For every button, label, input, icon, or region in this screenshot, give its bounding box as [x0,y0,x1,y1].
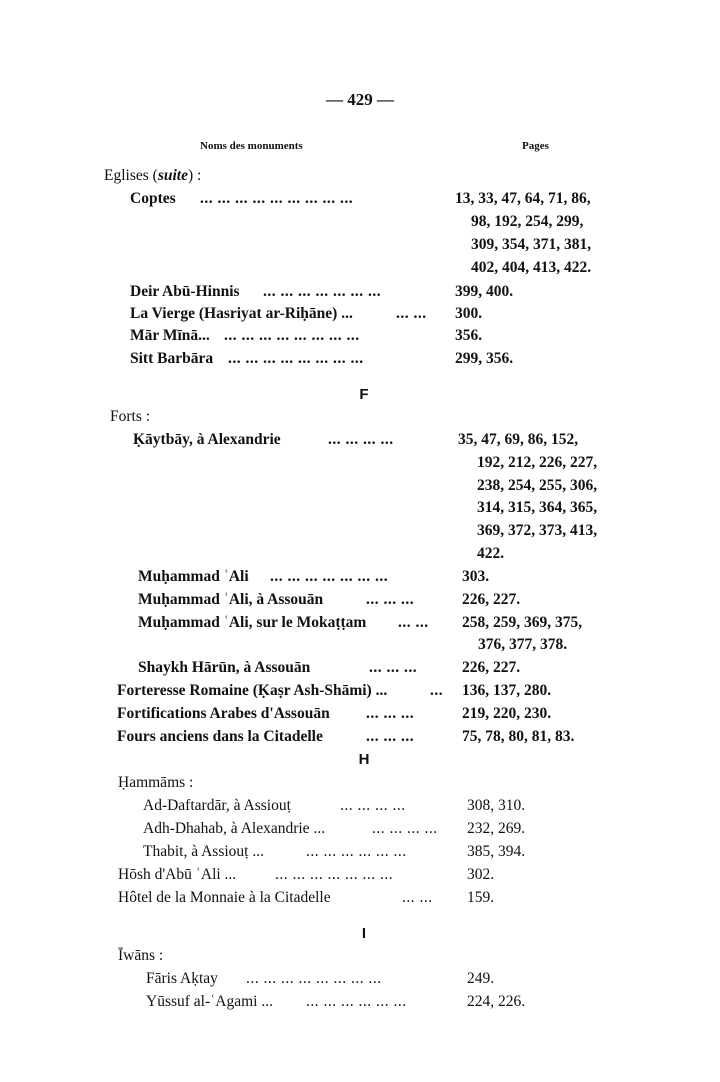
leader-dots: ... ... ... ... ... ... ... ... [224,327,360,344]
leader-dots: ... ... ... ... ... ... ... [275,866,394,883]
index-entry-name: Mār Mīnā... [130,327,210,344]
index-entry-pages: 35, 47, 69, 86, 152, [458,431,579,448]
index-entry-pages: 399, 400. [455,283,514,300]
index-entry-pages: 302. [467,866,495,883]
index-entry-pages-continued: 238, 254, 255, 306, [477,477,598,494]
index-entry-pages: 224, 226. [467,993,526,1010]
index-entry-pages-continued: 369, 372, 373, 413, [477,522,598,539]
leader-dots: ... ... ... ... [372,820,438,837]
index-entry-name: Ad-Daftardār, à Assiouṭ [143,797,291,814]
index-entry-pages: 136, 137, 280. [462,682,552,699]
column-header-pages: Pages [522,140,549,152]
index-entry-pages-continued: 309, 354, 371, 381, [471,236,592,253]
index-entry-pages: 308, 310. [467,797,526,814]
index-entry-pages-continued: 98, 192, 254, 299, [471,213,584,230]
index-entry-name: Ḳāytbāy, à Alexandrie [133,431,281,448]
index-entry-pages: 300. [455,305,483,322]
leader-dots: ... ... ... [366,591,415,608]
index-entry-pages: 13, 33, 47, 64, 71, 86, [455,190,591,207]
index-entry-name: Adh-Dhahab, à Alexandrie ... [143,820,326,837]
index-entry-pages-continued: 314, 315, 364, 365, [477,499,598,516]
leader-dots: ... ... ... ... ... ... ... ... [228,350,364,367]
leader-dots: ... ... ... ... [328,431,394,448]
category-heading: Ḥammāms : [118,774,194,791]
index-entry-pages: 356. [455,327,483,344]
leader-dots: ... ... ... ... ... ... [306,843,407,860]
index-entry-pages: 258, 259, 369, 375, [462,614,583,631]
index-entry-name: Muḥammad ʿAli, sur le Mokaṭṭam [138,614,367,631]
index-entry-pages: 226, 227. [462,591,521,608]
leader-dots: ... ... [396,305,427,322]
leader-dots: ... [430,682,444,699]
index-entry-pages: 232, 269. [467,820,526,837]
index-entry-name: Yūssuf al-ʿAgami ... [146,993,273,1010]
page-number: — 429 — [326,90,394,109]
leader-dots: ... ... [398,614,429,631]
index-entry-name: La Vierge (Hasriyat ar-Riḥāne) ... [130,305,353,322]
section-letter: F [359,386,369,403]
index-entry-pages: 219, 220, 230. [462,705,552,722]
index-entry-name: Fāris Aḳtay [146,970,218,987]
index-entry-name: Shaykh Hārūn, à Assouān [138,659,311,676]
index-entry-name: Coptes [130,190,176,207]
leader-dots: ... ... ... ... [340,797,406,814]
index-entry-pages: 385, 394. [467,843,526,860]
section-letter: H [358,751,370,768]
index-entry-name: Sitt Barbāra [130,350,214,367]
index-entry-pages: 159. [467,889,495,906]
index-entry-name: Hôtel de la Monnaie à la Citadelle [118,889,331,906]
category-heading: Eglises (suite) : [104,167,202,184]
index-entry-pages-continued: 192, 212, 226, 227, [477,454,598,471]
leader-dots: ... ... ... ... ... ... ... [263,283,382,300]
index-entry-name: Fortifications Arabes d'Assouān [117,705,330,722]
index-entry-pages: 249. [467,970,495,987]
index-entry-name: Deir Abū-Hinnis [130,283,240,300]
index-entry-name: Muḥammad ʿAli, à Assouān [138,591,324,608]
column-header-names: Noms des monuments [200,140,303,152]
index-entry-name: Muḥammad ʿAli [138,568,249,585]
index-entry-name: Forteresse Romaine (Ḳaṣr Ash-Shāmi) ... [117,682,388,699]
index-entry-pages-continued: 422. [477,545,505,562]
leader-dots: ... ... ... [366,728,415,745]
category-heading: Forts : [110,408,151,425]
index-entry-pages: 299, 356. [455,350,514,367]
index-entry-pages: 303. [462,568,490,585]
section-letter: I [361,925,367,942]
leader-dots: ... ... ... ... ... ... ... ... [246,970,382,987]
leader-dots: ... ... ... [369,659,418,676]
leader-dots: ... ... ... ... ... ... [306,993,407,1010]
index-entry-pages-continued: 376, 377, 378. [478,636,568,653]
leader-dots: ... ... ... ... ... ... ... [270,568,389,585]
index-entry-pages: 75, 78, 80, 81, 83. [462,728,575,745]
leader-dots: ... ... [402,889,433,906]
leader-dots: ... ... ... [366,705,415,722]
category-heading: Īwāns : [118,947,164,964]
index-entry-name: Hōsh d'Abū ʿAli ... [118,866,237,883]
index-entry-name: Fours anciens dans la Citadelle [117,728,323,745]
leader-dots: ... ... ... ... ... ... ... ... ... [200,190,354,207]
index-entry-pages: 226, 227. [462,659,521,676]
index-entry-name: Thabit, à Assiouṭ ... [143,843,264,860]
index-entry-pages-continued: 402, 404, 413, 422. [471,259,592,276]
